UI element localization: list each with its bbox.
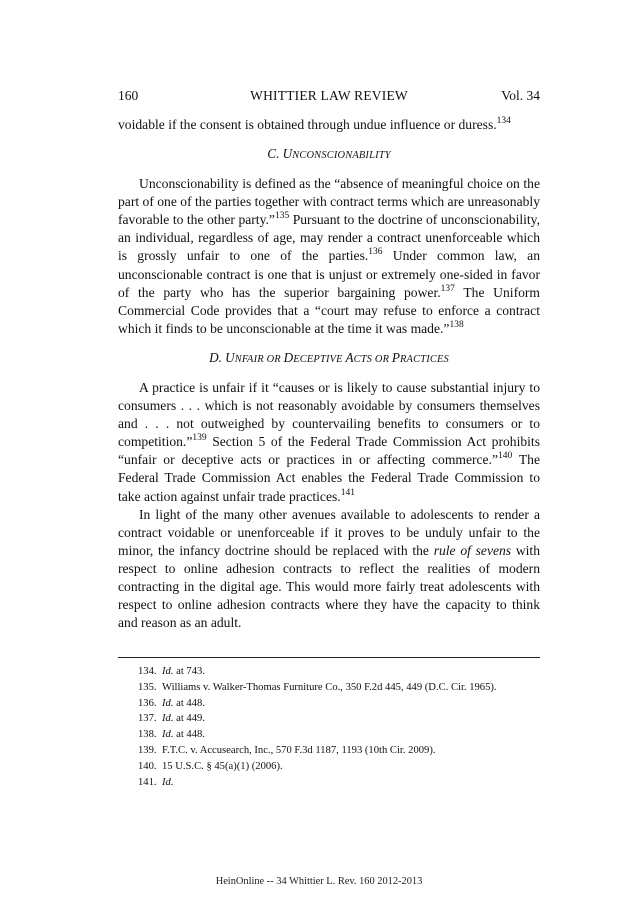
footnote bbox=[138, 680, 538, 696]
footnote-text: at 448. bbox=[173, 729, 205, 741]
footnote-number: 139. bbox=[138, 744, 157, 756]
footnote-ref: 136 bbox=[368, 247, 383, 258]
footnote-ref: 140 bbox=[498, 451, 513, 462]
footnote-ref: 138 bbox=[449, 319, 464, 330]
footnote-number: 138. bbox=[138, 729, 157, 741]
footnote-signal: Id. bbox=[162, 697, 174, 709]
volume-label: Vol. 34 bbox=[501, 88, 540, 103]
footnote-number: 135. bbox=[138, 681, 157, 693]
footnote-signal: Id. bbox=[162, 713, 174, 725]
paragraph-continued: voidable if the consent is obtained through undue influence or duress.$^{134}$ bbox=[118, 116, 511, 132]
footnote bbox=[138, 743, 538, 759]
section-heading-c: C. UNCONSCIONABILITY bbox=[267, 146, 391, 162]
footnote bbox=[138, 664, 538, 680]
footnote-ref: 137 bbox=[440, 283, 455, 294]
footnote-number: 136. bbox=[138, 697, 157, 709]
footnote-number: 137. bbox=[138, 713, 157, 725]
section-heading-d: D. UNFAIR OR DECEPTIVE ACTS OR PRACTICES bbox=[209, 349, 449, 365]
footnote bbox=[138, 696, 538, 712]
article-body bbox=[118, 116, 540, 632]
footnotes bbox=[138, 664, 538, 790]
footnote bbox=[138, 775, 538, 791]
footnote-ref: 134 bbox=[496, 116, 511, 126]
footnote-divider bbox=[118, 657, 540, 658]
running-header bbox=[118, 88, 540, 106]
footnote bbox=[138, 727, 538, 743]
paragraph-unfair-practice: A practice is unfair if it “causes or is likely to cause substantial injury to consumers . . . which is not reasonably avoidable by consumers themselves and . . . not outweighed by countervailing benefits to consumers or to competition.”$^{139}$ Section 5 of the Federal Trade Commission Act prohibits “unfair or deceptive acts or practices in or affecting commerce.”$^{140}$ The Federal Trade Commission Act enables the Federal Trade Commission to take action against unfair trade practices.$^{141}$ bbox=[118, 379, 540, 504]
footnote-number: 141. bbox=[138, 776, 157, 788]
footnote-number: 140. bbox=[138, 760, 157, 772]
footnote-ref: 141 bbox=[340, 487, 355, 498]
paragraph-rule-of-sevens: In light of the many other avenues available to adolescents to render a contract voidable or unenforceable if it proves to be unduly unfair to the minor, the infancy doctrine should be replaced with the rule of sevens with respect to online adhesion contracts to reflect the realities of modern contracting in the digital age. This would more fairly treat adolescents with respect to online adhesion contracts where they have the capacity to think and reason as an adult. bbox=[118, 506, 540, 631]
footnote-text: at 743. bbox=[173, 666, 205, 677]
footnote-signal: Id. bbox=[162, 666, 174, 677]
paragraph-unconscionability: Unconscionability is defined as the “absence of meaningful choice on the part of one of the parties together with contract terms which are unreasonably favorable to the other party.”$^{135}$ Pursuant to the doctrine of unconscionability, an individual, regardless of age, may render a contract unenforceable which is grossly unfair to one of the parties.$^{136}$ Under common law, an unconscionable contract is one that is unjust or extremely one-sided in favor of the party who has the superior bargaining power.$^{137}$ The Uniform Commercial Code provides that a “court may refuse to enforce a contract which it finds to be unconscionable at the time it was made.”$^{138}$ bbox=[118, 176, 541, 336]
footnote-signal: Id. bbox=[162, 729, 174, 741]
journal-title: WHITTIER LAW REVIEW bbox=[250, 88, 408, 103]
footnote-signal: Id. bbox=[162, 776, 174, 788]
footnote-ref: 135 bbox=[274, 211, 290, 222]
page-number: 160 bbox=[118, 88, 139, 103]
footnote-text: Williams v. Walker-Thomas Furniture Co., 350 F.2d 445, 449 (D.C. Cir. 1965). bbox=[162, 681, 497, 693]
footnote-ref: 139 bbox=[192, 433, 207, 444]
footnote-text: F.T.C. v. Accusearch, Inc., 570 F.3d 1187, 1193 (10th Cir. 2009). bbox=[162, 744, 436, 756]
footnote-text: 15 U.S.C. § 45(a)(1) (2006). bbox=[162, 760, 283, 772]
footnote-text: at 448. bbox=[173, 697, 205, 709]
footnote-number: 134. bbox=[138, 666, 157, 677]
footnote bbox=[138, 759, 538, 775]
footnote bbox=[138, 711, 538, 727]
hein-footer: HeinOnline -- 34 Whittier L. Rev. 160 2012-2013 bbox=[215, 876, 423, 887]
footnote-text: at 449. bbox=[173, 713, 205, 725]
